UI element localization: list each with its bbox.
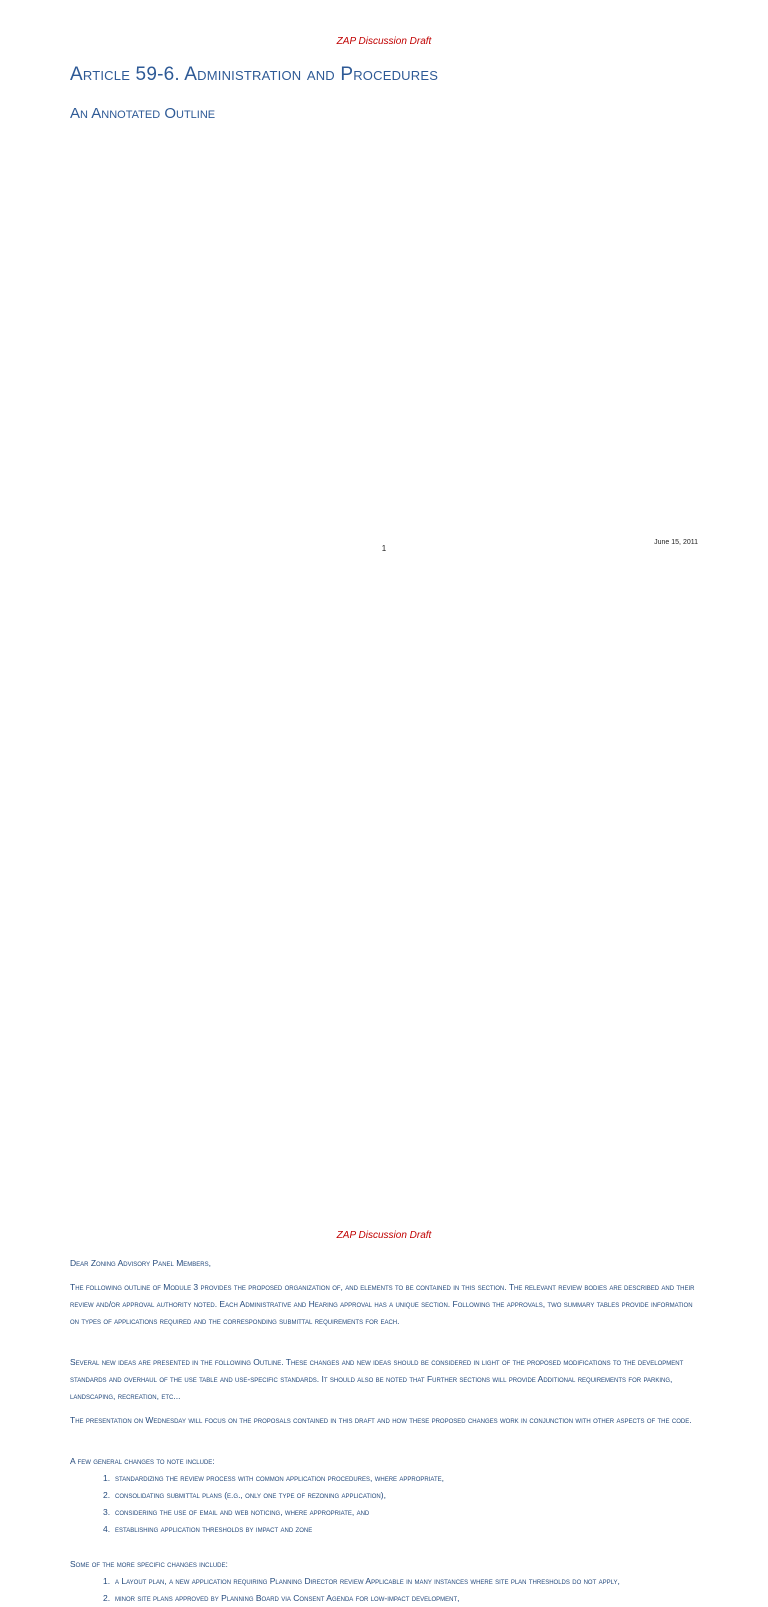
list-item-text: standardizing the review process with common application procedures, where appropriate, (115, 1473, 445, 1483)
list-number: 1. (103, 1576, 111, 1586)
list-item-text: consolidating submittal plans (e.g., only one type of rezoning application), (115, 1490, 386, 1500)
list-item (103, 1521, 703, 1538)
specific-changes-intro: Some of the more specific changes include: (70, 1559, 228, 1569)
draft-header: ZAP Discussion Draft (336, 36, 432, 47)
letter-paragraph: The presentation on Wednesday will focus on the proposals contained in this draft and how these proposed changes work in conjunction with other aspects of the code. (70, 1415, 692, 1425)
list-number: 3. (103, 1507, 111, 1517)
list-item (103, 1487, 703, 1504)
list-number: 2. (103, 1593, 111, 1603)
list-item-text: establishing application thresholds by impact and zone (115, 1524, 313, 1534)
list-item (103, 1590, 703, 1607)
draft-header: ZAP Discussion Draft (336, 1230, 432, 1241)
letter-paragraph: Several new ideas are presented in the following Outline. These changes and new ideas should be considered in light of the proposed modifications to the development standards and overhaul of the use table and use-specific standards. It should also be noted that Further sections will provide Additional requirements for parking, landscaping, recreation, etc... (70, 1357, 684, 1401)
list-item (103, 1504, 703, 1521)
letter-greeting: Dear Zoning Advisory Panel Members, (70, 1258, 212, 1268)
page-1 (0, 0, 768, 600)
letter-paragraph: The following outline of Module 3 provides the proposed organization of, and elements to be contained in this section. The relevant review bodies are described and their review and/or approval authority noted. Each Administrative and Hearing approval has a unique section. Following the approvals, two summary tables provide information on types of applications required and the corresponding submittal requirements for each. (70, 1282, 695, 1326)
list-item-text: minor site plans approved by Planning Board via Consent Agenda for low-impact development, (115, 1593, 460, 1603)
page-2 (0, 600, 768, 1603)
list-item (103, 1470, 703, 1487)
general-changes-list (103, 1470, 703, 1538)
general-changes-intro: A few general changes to note include: (70, 1456, 215, 1466)
specific-changes-list (103, 1573, 703, 1607)
article-subtitle: An Annotated Outline (70, 105, 216, 122)
list-number: 1. (103, 1473, 111, 1483)
article-title: Article 59-6. Administration and Procedures (70, 64, 439, 85)
page-number: 1 (381, 544, 387, 553)
list-item-text: considering the use of email and web noticing, where appropriate, and (115, 1507, 370, 1517)
list-number: 2. (103, 1490, 111, 1500)
page-date: June 15, 2011 (654, 539, 698, 546)
list-item (103, 1573, 703, 1590)
list-number: 4. (103, 1524, 111, 1534)
list-item-text: a Layout plan, a new application requiring Planning Director review Applicable in many instances where site plan thresholds do not apply, (115, 1576, 620, 1586)
